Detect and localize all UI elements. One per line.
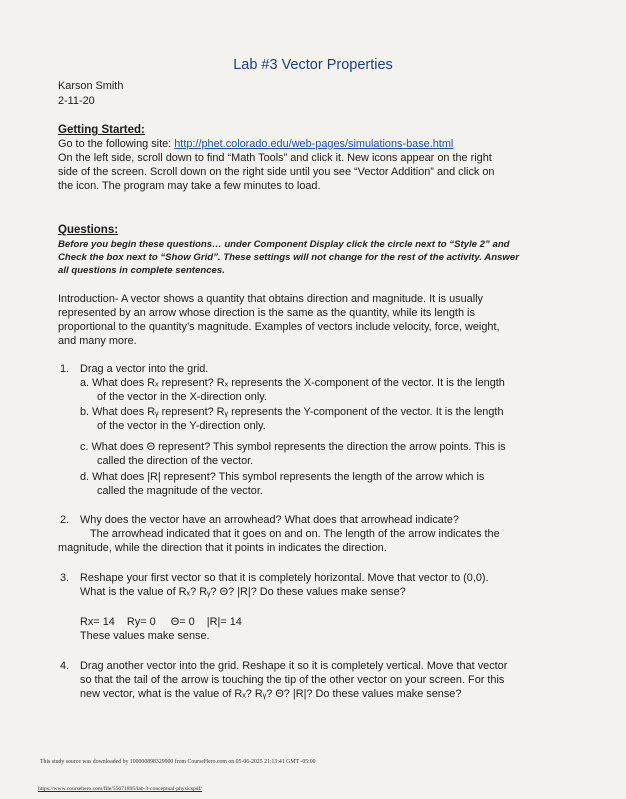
- q1c-line-2: called the direction of the vector.: [97, 455, 254, 467]
- site-line: [58, 138, 453, 152]
- phet-link[interactable]: http://phet.colorado.edu/web-pages/simulations-base.html: [174, 138, 454, 150]
- question-instructions-3: all questions in complete sentences.: [58, 265, 225, 276]
- q1a-line-2: of the vector in the X-direction only.: [97, 391, 267, 403]
- getting-started-heading: Getting Started:: [58, 124, 145, 136]
- q2-answer-line-2: magnitude, while the direction that it points in indicates the direction.: [58, 542, 387, 554]
- q2-answer-line-1: The arrowhead indicated that it goes on and on. The length of the arrow indicates the: [90, 528, 500, 540]
- instructions-line-3: the icon. The program may take a few minutes to load.: [58, 180, 321, 192]
- q1b-line-1: b. What does Rᵧ represent? Rᵧ represents the Y-component of the vector. It is the length: [80, 406, 504, 418]
- instructions-line-1: On the left side, scroll down to find “Math Tools” and click it. New icons appear on the right: [58, 152, 492, 164]
- q1-number: 1.: [60, 363, 70, 375]
- instructions-line-2: side of the screen. Scroll down on the right side until you see “Vector Addition” and click on: [58, 166, 495, 178]
- q4-text-line-1: Drag another vector into the grid. Reshape it so it is completely vertical. Move that vector: [80, 660, 508, 672]
- q4-number: 4.: [60, 660, 70, 672]
- site-prefix: Go to the following site:: [58, 138, 175, 150]
- question-instructions-1: Before you begin these questions… under Component Display click the circle next to “Style 2” and: [58, 239, 510, 250]
- q1d-line-1: d. What does |R| represent? This symbol represents the length of the arrow which is: [80, 471, 485, 483]
- intro-line-2: represented by an arrow whose direction is the same as the quantity, while its length is: [58, 307, 475, 319]
- source-url[interactable]: https://www.coursehero.com/file/55671895/lab-3-conceptual-physicspdf/: [38, 786, 202, 792]
- intro-line-3: proportional to the quantity’s magnitude. Examples of vectors include velocity, force, weight,: [58, 321, 500, 333]
- page-title: Lab #3 Vector Properties: [233, 57, 393, 73]
- intro-line-4: and many more.: [58, 335, 137, 347]
- download-notice: This study source was downloaded by 100000898329900 from CourseHero.com on 05-06-2025 21:13:41 GMT -05:00: [40, 759, 316, 765]
- intro-line-1: Introduction- A vector shows a quantity that obtains direction and magnitude. It is usually: [58, 293, 483, 305]
- q2-number: 2.: [60, 514, 70, 526]
- q3-number: 3.: [60, 572, 70, 584]
- date: 2-11-20: [58, 95, 95, 107]
- q1-text: Drag a vector into the grid.: [80, 363, 209, 375]
- q3-text-line-1: Reshape your first vector so that it is completely horizontal. Move that vector to (0,0).: [80, 572, 489, 584]
- q1a-line-1: a. What does Rₓ represent? Rₓ represents the X-component of the vector. It is the length: [80, 377, 505, 389]
- q1d-line-2: called the magnitude of the vector.: [97, 485, 263, 497]
- questions-heading: Questions:: [58, 224, 119, 236]
- q3-values: Rx= 14 Ry= 0 Θ= 0 |R|= 14: [80, 616, 242, 628]
- q3-answer: These values make sense.: [80, 630, 210, 642]
- q2-text: Why does the vector have an arrowhead? What does that arrowhead indicate?: [80, 514, 459, 526]
- author-name: Karson Smith: [58, 80, 124, 92]
- q3-text-line-2: What is the value of Rₓ? Rᵧ? Θ? |R|? Do these values make sense?: [80, 586, 406, 598]
- q1b-line-2: of the vector in the Y-direction only.: [97, 420, 266, 432]
- q4-text-line-3: new vector, what is the value of Rₓ? Rᵧ? Θ? |R|? Do these values make sense?: [80, 688, 462, 700]
- q4-text-line-2: so that the tail of the arrow is touching the tip of the other vector on your screen. For this: [80, 674, 505, 686]
- q1c-line-1: c. What does Θ represent? This symbol represents the direction the arrow points. This is: [80, 441, 506, 453]
- question-instructions-2: Check the box next to “Show Grid”. These settings will not change for the rest of the activity. Answer: [58, 252, 519, 263]
